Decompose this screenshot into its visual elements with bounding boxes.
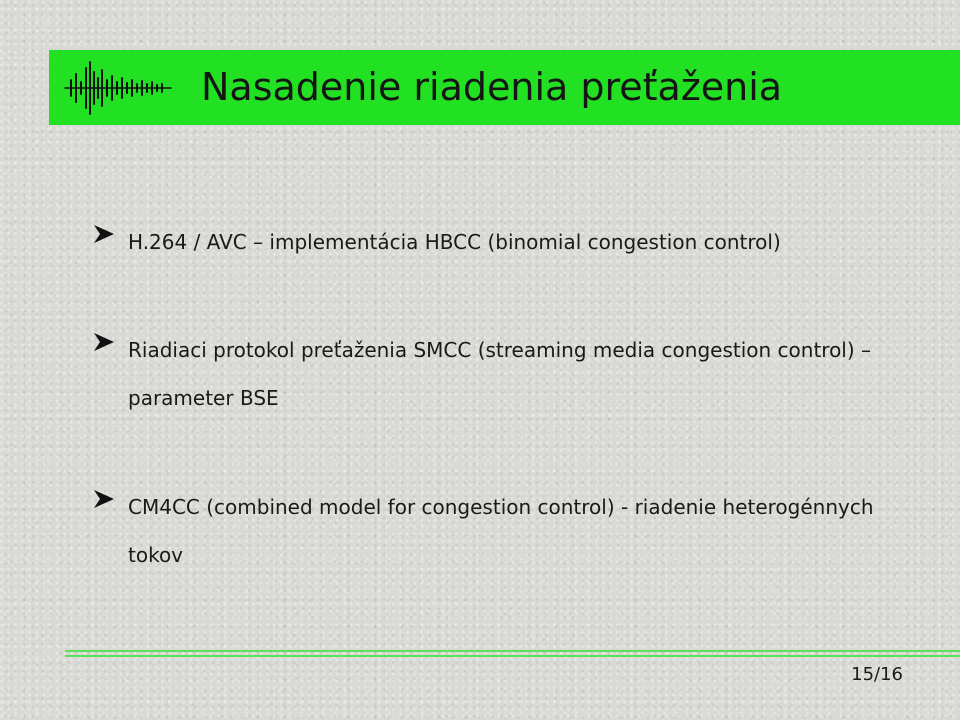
arrowhead-bullet-icon [92, 488, 116, 510]
page-number: 15/16 [851, 664, 903, 685]
waveform-icon [63, 58, 173, 118]
slide-title: Nasadenie riadenia preťaženia [201, 65, 783, 109]
bullet-text: CM4CC (combined model for congestion control) - riadenie heterogénnych tokov [128, 495, 874, 567]
title-bar [49, 50, 960, 125]
bullet-text: H.264 / AVC – implementácia HBCC (binomial congestion control) [128, 230, 781, 254]
bullet-text: Riadiaci protokol preťaženia SMCC (streaming media congestion control) – parameter BSE [128, 338, 872, 410]
arrowhead-bullet-icon [92, 331, 116, 353]
bottom-divider [65, 650, 960, 657]
arrowhead-bullet-icon [92, 223, 116, 245]
